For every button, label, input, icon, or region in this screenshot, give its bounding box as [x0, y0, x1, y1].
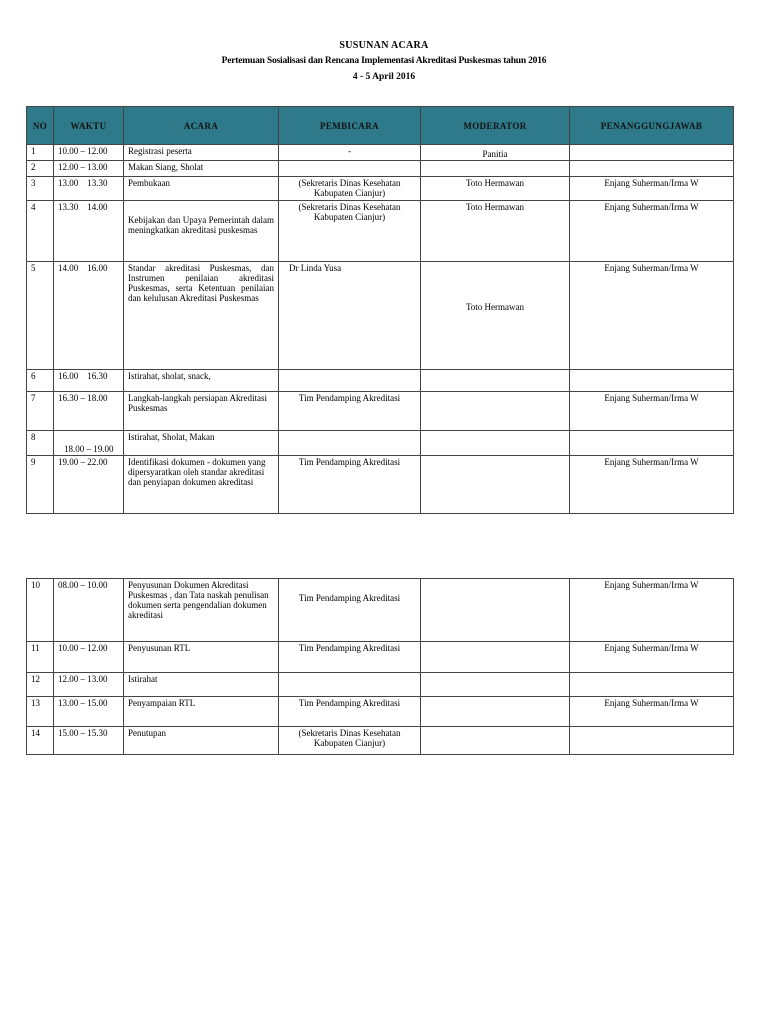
schedule-table-day1	[26, 106, 734, 514]
cell-acara: Pembukaan	[124, 177, 279, 201]
cell-pj: Enjang Suherman/Irma W	[570, 579, 734, 642]
cell-no: 9	[27, 456, 54, 514]
cell-waktu: 13.30 14.00	[54, 201, 124, 262]
cell-pembicara: Tim Pendamping Akreditasi	[279, 392, 421, 431]
col-header-moderator: MODERATOR	[421, 107, 570, 145]
cell-no: 11	[27, 642, 54, 673]
cell-acara: Kebijakan dan Upaya Pemerintah dalam meningkatkan akreditasi puskesmas	[124, 201, 279, 262]
cell-pj: Enjang Suherman/Irma W	[570, 456, 734, 514]
cell-pembicara: -	[279, 145, 421, 161]
cell-acara: Penyusunan Dokumen Akreditasi Puskesmas , dan Tata naskah penulisan dokumen serta pengendalian dokumen akreditasi	[124, 579, 279, 642]
cell-no: 4	[27, 201, 54, 262]
table-row	[27, 727, 734, 755]
cell-pembicara: Tim Pendamping Akreditasi	[279, 456, 421, 514]
cell-pembicara	[279, 370, 421, 392]
cell-no: 10	[27, 579, 54, 642]
table-row	[27, 431, 734, 456]
cell-pembicara: Tim Pendamping Akreditasi	[279, 697, 421, 727]
cell-acara: Penutupan	[124, 727, 279, 755]
cell-waktu: 14.00 16.00	[54, 262, 124, 370]
cell-pj: Enjang Suherman/Irma W	[570, 697, 734, 727]
cell-waktu: 19.00 – 22.00	[54, 456, 124, 514]
cell-acara: Istirahat, sholat, snack,	[124, 370, 279, 392]
cell-acara: Registrasi peserta	[124, 145, 279, 161]
cell-pj	[570, 727, 734, 755]
cell-pj	[570, 161, 734, 177]
cell-pembicara: (Sekretaris Dinas Kesehatan Kabupaten Cianjur)	[279, 201, 421, 262]
event-date: 4 - 5 April 2016	[352, 72, 416, 82]
page-title: SUSUNAN ACARA	[339, 40, 429, 51]
cell-no: 6	[27, 370, 54, 392]
cell-moderator: Toto Hermawan	[421, 262, 570, 370]
cell-acara: Penyampaian RTL	[124, 697, 279, 727]
cell-waktu: 18.00 – 19.00	[54, 431, 124, 456]
cell-moderator	[421, 456, 570, 514]
cell-pj	[570, 370, 734, 392]
table-row	[27, 177, 734, 201]
cell-no: 8	[27, 431, 54, 456]
table-row	[27, 673, 734, 697]
table-row	[27, 456, 734, 514]
table-row	[27, 697, 734, 727]
schedule-table-day2	[26, 578, 734, 755]
cell-pembicara: Dr Linda Yusa	[279, 262, 421, 370]
cell-pembicara: (Sekretaris Dinas Kesehatan Kabupaten Cianjur)	[279, 727, 421, 755]
table-row	[27, 201, 734, 262]
cell-pj: Enjang Suherman/Irma W	[570, 642, 734, 673]
cell-pj: Enjang Suherman/Irma W	[570, 392, 734, 431]
cell-moderator: Toto Hermawan	[421, 201, 570, 262]
table-row	[27, 370, 734, 392]
cell-moderator: Toto Hermawan	[421, 177, 570, 201]
cell-moderator	[421, 431, 570, 456]
cell-waktu: 08.00 – 10.00	[54, 579, 124, 642]
table-row	[27, 579, 734, 642]
cell-acara: Identifikasi dokumen - dokumen yang dipersyaratkan oleh standar akreditasi dan penyiapan dokumen akreditasi	[124, 456, 279, 514]
cell-acara: Istirahat	[124, 673, 279, 697]
cell-waktu: 16.00 16.30	[54, 370, 124, 392]
cell-no: 13	[27, 697, 54, 727]
cell-no: 12	[27, 673, 54, 697]
cell-pj	[570, 431, 734, 456]
cell-waktu: 13.00 – 15.00	[54, 697, 124, 727]
cell-pembicara	[279, 161, 421, 177]
cell-pj: Enjang Suherman/Irma W	[570, 177, 734, 201]
cell-waktu: 10.00 – 12.00	[54, 145, 124, 161]
cell-no: 3	[27, 177, 54, 201]
cell-waktu: 10.00 – 12.00	[54, 642, 124, 673]
cell-acara: Makan Siang, Sholat	[124, 161, 279, 177]
cell-acara: Langkah-langkah persiapan Akreditasi Puskesmas	[124, 392, 279, 431]
cell-pj: Enjang Suherman/Irma W	[570, 262, 734, 370]
cell-moderator	[421, 727, 570, 755]
cell-waktu: 15.00 – 15.30	[54, 727, 124, 755]
cell-no: 1	[27, 145, 54, 161]
table-row	[27, 262, 734, 370]
col-header-waktu: WAKTU	[54, 107, 124, 145]
cell-no: 7	[27, 392, 54, 431]
cell-moderator	[421, 370, 570, 392]
page-subtitle: Pertemuan Sosialisasi dan Rencana Implementasi Akreditasi Puskesmas tahun 2016	[221, 56, 547, 66]
cell-moderator: Panitia	[421, 145, 570, 161]
cell-pj	[570, 673, 734, 697]
cell-no: 14	[27, 727, 54, 755]
cell-pembicara	[279, 431, 421, 456]
cell-moderator	[421, 697, 570, 727]
cell-no: 5	[27, 262, 54, 370]
cell-pj: Enjang Suherman/Irma W	[570, 201, 734, 262]
cell-waktu: 12.00 – 13.00	[54, 673, 124, 697]
col-header-no: NO	[27, 107, 54, 145]
cell-moderator	[421, 642, 570, 673]
cell-pembicara: Tim Pendamping Akreditasi	[279, 579, 421, 642]
cell-acara: Penyusunan RTL	[124, 642, 279, 673]
cell-no: 2	[27, 161, 54, 177]
cell-acara: Istirahat, Sholat, Makan	[124, 431, 279, 456]
cell-waktu: 12.00 – 13.00	[54, 161, 124, 177]
cell-pembicara	[279, 673, 421, 697]
cell-acara: Standar akreditasi Puskesmas, dan Instrumen penilaian akreditasi Puskesmas, serta Ketentuan penilaian dan kelulusan Akreditasi Puskesmas	[124, 262, 279, 370]
table-row	[27, 642, 734, 673]
cell-moderator	[421, 579, 570, 642]
col-header-pembicara: PEMBICARA	[279, 107, 421, 145]
cell-moderator	[421, 161, 570, 177]
cell-pembicara: (Sekretaris Dinas Kesehatan Kabupaten Cianjur)	[279, 177, 421, 201]
cell-pembicara: Tim Pendamping Akreditasi	[279, 642, 421, 673]
col-header-penanggungjawab: PENANGGUNGJAWAB	[570, 107, 734, 145]
cell-waktu: 13.00 13.30	[54, 177, 124, 201]
cell-moderator	[421, 673, 570, 697]
table-header-row	[27, 107, 734, 145]
table-row	[27, 392, 734, 431]
cell-waktu: 16.30 – 18.00	[54, 392, 124, 431]
col-header-acara: ACARA	[124, 107, 279, 145]
cell-moderator	[421, 392, 570, 431]
cell-pj	[570, 145, 734, 161]
table-row	[27, 145, 734, 161]
table-row	[27, 161, 734, 177]
